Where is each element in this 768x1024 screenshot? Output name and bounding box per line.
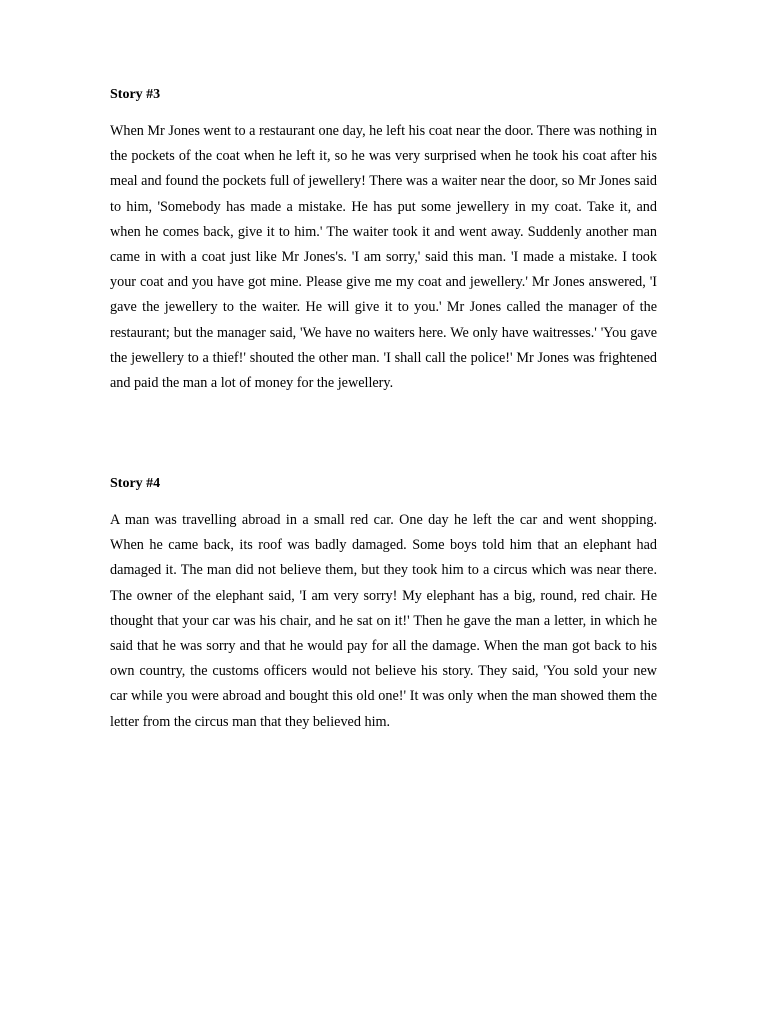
story-3-body: When Mr Jones went to a restaurant one day, he left his coat near the door. There was nothing in the pockets of the coat when he left it, so he was very surprised when he took his coat after his meal and found the pockets full of jewellery! There was a waiter near the door, so Mr Jones said to him, 'Somebody has made a mistake. He has put some jewellery in my coat. Take it, and when he comes back, give it to him.' The waiter took it and went away. Suddenly another man came in with a coat just like Mr Jones's. 'I am sorry,' said this man. 'I made a mistake. I took your coat and you have got mine. Please give me my coat and jewellery.' Mr Jones answered, 'I gave the jewellery to the waiter. He will give it to you.' Mr Jones called the manager of the restaurant; but the manager said, 'We have no waiters here. We only have waitresses.' 'You gave the jewellery to a thief!' shouted the other man. 'I shall call the police!' Mr Jones was frightened and paid the man a lot of money for the jewellery. [110,123,657,392]
story-4-heading: Story #4 [110,476,161,491]
story-4-body: A man was travelling abroad in a small red car. One day he left the car and went shopping. When he came back, its roof was badly damaged. Some boys told him that an elephant had damaged it. The man did not believe them, but they took him to a circus which was near there. The owner of the elephant said, 'I am very sorry! My elephant has a big, round, red chair. He thought that your car was his chair, and he sat on it!' Then he gave the man a letter, in which he said that he was sorry and that he would pay for all the damage. When the man got back to his own country, the customs officers would not believe his story. They said, 'You sold your new car while you were abroad and bought this old one!' It was only when the man showed them the letter from the circus man that they believed him. [110,512,657,730]
story-3-heading: Story #3 [110,87,161,102]
